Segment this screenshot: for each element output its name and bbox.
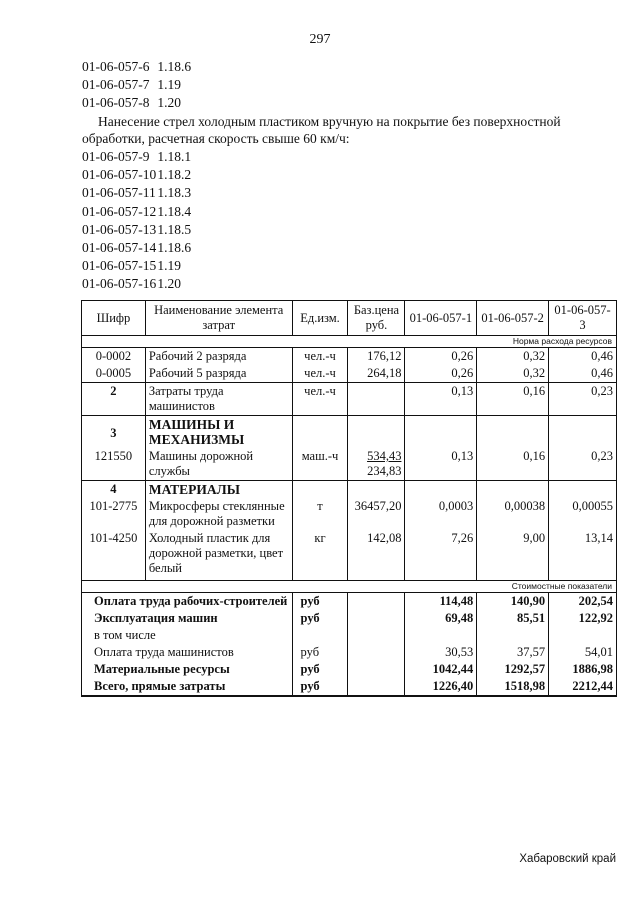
table-row-section: 3 МАШИНЫ И МЕХАНИЗМЫ [82,416,617,449]
table-row: 101-2775 Микросферы стеклянные для дорожной разметки т 36457,20 0,0003 0,00038 0,00055 [82,498,617,530]
band-row-norm [82,336,617,348]
header-price: Баз.цена руб. [348,301,405,336]
code-list-bottom [82,148,191,294]
code-line: 01-06-057-16 1.20 [82,276,181,292]
page-number: 297 [309,32,331,47]
cost-row: Материальные ресурсы руб 1042,44 1292,57 1886,98 [82,661,617,678]
code-line: 01-06-057-13 1.18.5 [82,221,192,237]
header-code: Шифр [82,301,146,336]
cost-row: Оплата труда машинистов руб 30,53 37,57 54,01 [82,644,617,661]
table-row: 101-4250 Холодный пластик для дорожной разметки, цвет белый кг 142,08 7,26 9,00 13,14 [82,530,617,581]
region-footer: Хабаровский край [519,853,616,865]
band-cost-label: Стоимостные показатели [82,581,617,593]
code-line: 01-06-057-8 1.20 [82,95,181,111]
band-norm-label: Норма расхода ресурсов [82,336,617,348]
table-row: 2 Затраты труда машинистов чел.-ч 0,13 0,16 0,23 [82,383,617,416]
code-line: 01-06-057-14 1.18.6 [82,240,192,256]
cost-row: Оплата труда рабочих-строителей руб 114,48 140,90 202,54 [82,593,617,611]
table-row-section: 4 МАТЕРИАЛЫ [82,481,617,499]
cost-row-total: Всего, прямые затраты руб 1226,40 1518,98 2212,44 [82,678,617,696]
table-header-row [82,301,617,336]
section-heading: Нанесение стрел холодным пластиком вручную на покрытие без поверхностной обработки, расчетная скорость свыше 60 км/ч: [82,114,561,146]
cost-row: Эксплуатация машин руб 69,48 85,51 122,92 [82,610,617,627]
header-unit: Ед.изм. [292,301,348,336]
cost-row: в том числе [82,627,617,644]
code-line: 01-06-057-15 1.19 [82,258,181,274]
code-line: 01-06-057-12 1.18.4 [82,203,192,219]
table-row: 0-0002 Рабочий 2 разряда чел.-ч 176,12 0,26 0,32 0,46 [82,348,617,366]
base-price: 534,43 [367,449,402,463]
band-row-cost [82,581,617,593]
code-line: 01-06-057-7 1.19 [82,77,181,93]
table-row: 121550 Машины дорожной службы маш.-ч 534,43 234,83 0,13 0,16 0,23 [82,448,617,481]
header-col-3: 01-06-057-3 [549,301,617,336]
code-line: 01-06-057-6 1.18.6 [82,59,192,74]
code-line: 01-06-057-10 1.18.2 [82,167,192,183]
header-col-1: 01-06-057-1 [405,301,477,336]
header-col-2: 01-06-057-2 [477,301,549,336]
header-name: Наименование элемента затрат [145,301,292,336]
code-line: 01-06-057-11 1.18.3 [82,185,192,201]
table-row: 0-0005 Рабочий 5 разряда чел.-ч 264,18 0,26 0,32 0,46 [82,365,617,383]
code-list-top [82,58,191,113]
code-line: 01-06-057-9 1.18.1 [82,149,192,164]
base-price-secondary: 234,83 [367,464,402,478]
norm-table [81,300,617,697]
